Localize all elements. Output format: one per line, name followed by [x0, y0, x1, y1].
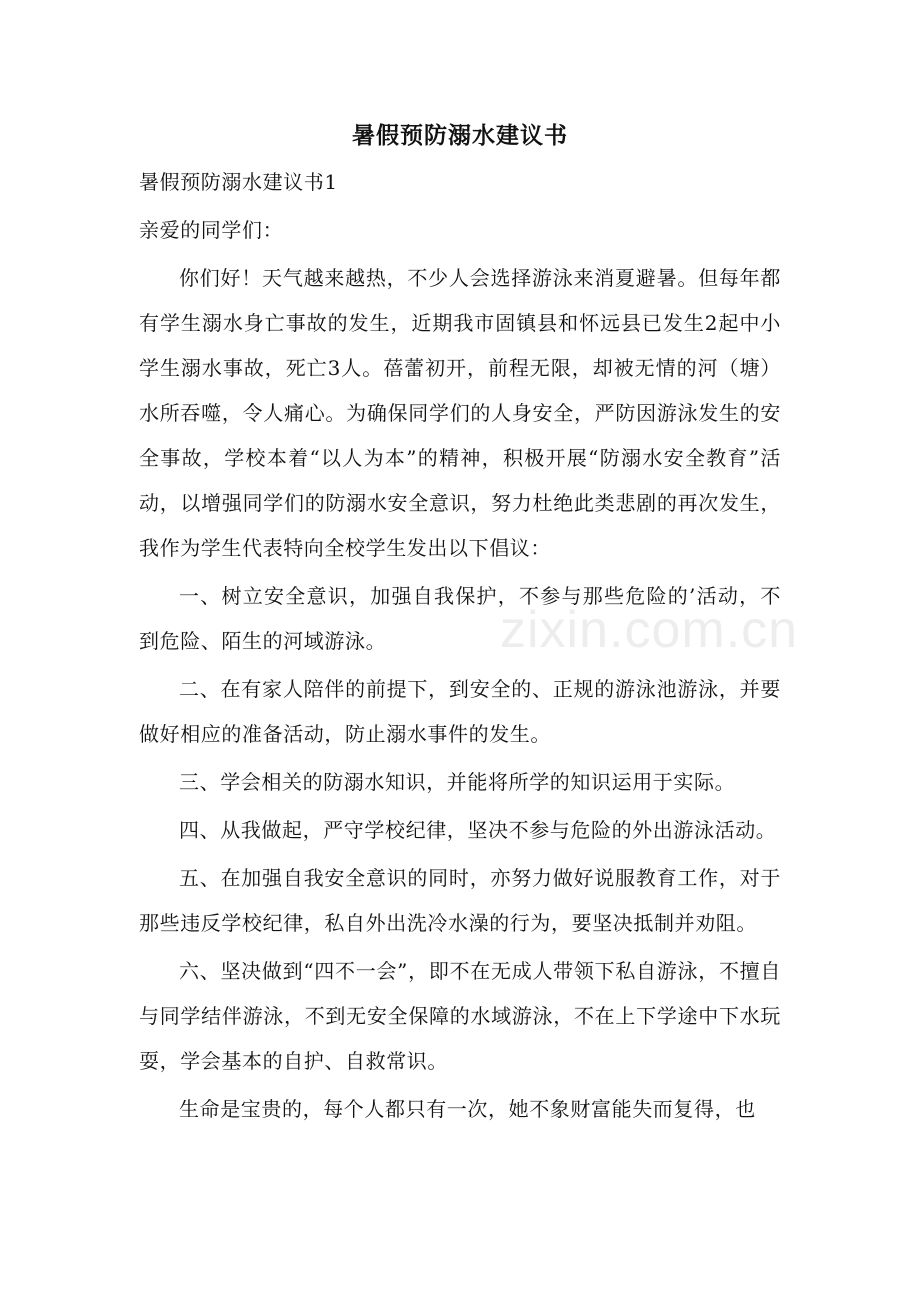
watermark: zixin.com.cn [500, 601, 799, 659]
document-subtitle: 暑假预防溺水建议书1 [139, 170, 338, 194]
paragraph-item-3: 三、学会相关的防溺水知识，并能将所学的知识运用于实际。 [179, 770, 736, 794]
paragraph-item-6: 六、坚决做到“四不一会”，即不在无成人带领下私自游泳，不擅自与同学结伴游泳，不到无安全保障的水域游泳，不在上下学途中下水玩耍，学会基本的自护、自救常识。 [139, 959, 781, 1073]
salutation: 亲爱的同学们： [139, 218, 284, 242]
paragraph-closing: 生命是宝贵的，每个人都只有一次，她不象财富能失而复得，也 [179, 1097, 756, 1121]
paragraph-item-1: 一、树立安全意识，加强自我保护，不参与那些危险的’活动，不到危险、陌生的河域游泳。 [139, 584, 781, 653]
paragraph-intro: 你们好！天气越来越热，不少人会选择游泳来消夏避暑。但每年都有学生溺水身亡事故的发生，近期我市固镇县和怀远县已发生2起中小学生溺水事故，死亡3人。蓓蕾初开，前程无限，却被无情的河（塘）水所吞噬，令人痛心。为确保同学们的人身安全，严防因游泳发生的安全事故，学校本着“以人为本”的精神，积极开展“防溺水安全教育”活动，以增强同学们的防溺水安全意识，努力杜绝此类悲剧的再次发生，我作为学生代表特向全校学生发出以下倡议： [139, 266, 781, 560]
paragraph-item-4: 四、从我做起，严守学校纪律，坚决不参与危险的外出游泳活动。 [179, 818, 777, 842]
paragraph-item-5: 五、在加强自我安全意识的同时，亦努力做好说服教育工作，对于那些违反学校纪律，私自外出洗冷水澡的行为，要坚决抵制并劝阻。 [139, 866, 781, 935]
paragraph-item-2: 二、在有家人陪伴的前提下，到安全的、正规的游泳池游泳，并要做好相应的准备活动，防止溺水事件的发生。 [139, 677, 781, 746]
document-body [139, 160, 781, 1135]
document-title: 暑假预防溺水建议书 [352, 122, 568, 149]
